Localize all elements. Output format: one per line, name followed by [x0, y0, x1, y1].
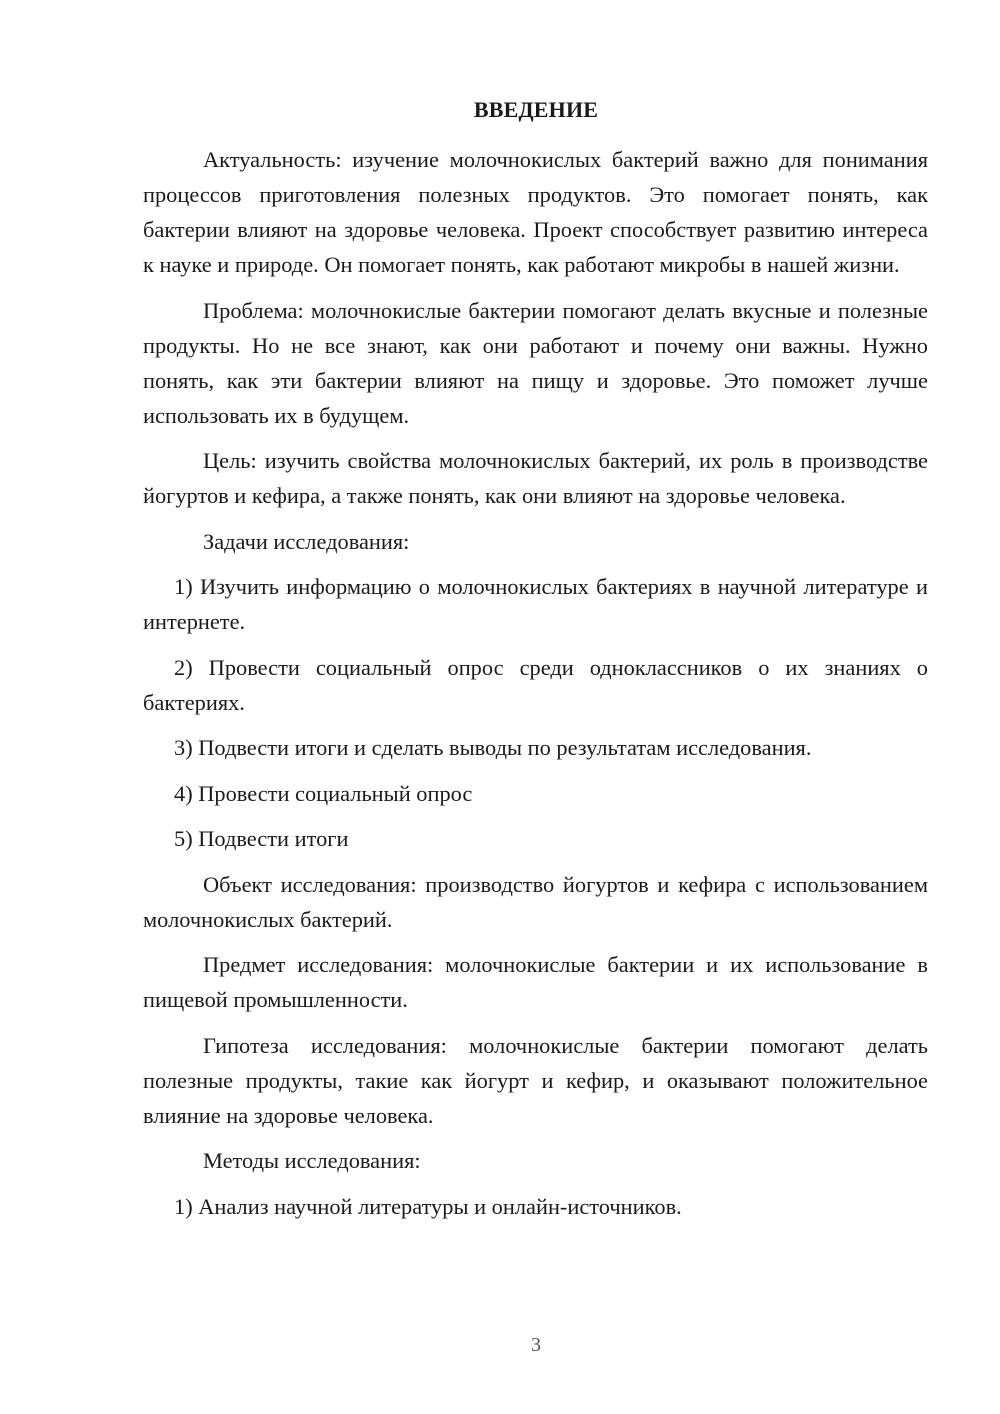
paragraph-subject: Предмет исследования: молочнокислые бактерии и их использование в пищевой промышленности. [143, 952, 928, 1012]
task-item-1: 1) Изучить информацию о молочнокислых бактериях в научной литературе и интернете. [143, 574, 928, 634]
document-body [143, 142, 928, 1234]
paragraph-object: Объект исследования: производство йогуртов и кефира с использованием молочнокислых бактерий. [143, 871, 928, 932]
paragraph-problem: Проблема: молочнокислые бактерии помогают делать вкусные и полезные продукты. Но не все знают, как они работают и почему они важны. Нужно понять, как эти бактерии влияют на пищу и здоровье. Это поможет лучше использовать их в будущем. [143, 297, 928, 428]
methods-heading: Методы исследования: [203, 1148, 421, 1173]
task-item-5: 5) Подвести итоги [174, 826, 349, 851]
tasks-heading: Задачи исследования: [203, 528, 410, 554]
task-item-3: 3) Подвести итоги и сделать выводы по результатам исследования. [174, 735, 812, 760]
paragraph-relevance: Актуальность: изучение молочнокислых бактерий важно для понимания процессов приготовления полезных продуктов. Это помогает понять, как бактерии влияют на здоровье человека. Проект способствует развитию интереса к науке и природе. Он помогает понять, как работают микробы в нашей жизни. [143, 147, 928, 277]
task-item-4: 4) Провести социальный опрос [174, 780, 473, 806]
paragraph-hypothesis: Гипотеза исследования: молочнокислые бактерии помогают делать полезные продукты, такие как йогурт и кефир, и оказывают положительное влияние на здоровье человека. [143, 1032, 928, 1128]
page-number: 3 [531, 1334, 541, 1356]
paragraph-goal: Цель: изучить свойства молочнокислых бактерий, их роль в производстве йогуртов и кефира, а также понять, как они влияют на здоровье человека. [143, 448, 928, 508]
task-item-2: 2) Провести социальный опрос среди одноклассников о их знаниях о бактериях. [143, 654, 928, 715]
method-item-1: 1) Анализ научной литературы и онлайн-источников. [174, 1193, 682, 1219]
section-heading: ВВЕДЕНИЕ [473, 97, 599, 122]
